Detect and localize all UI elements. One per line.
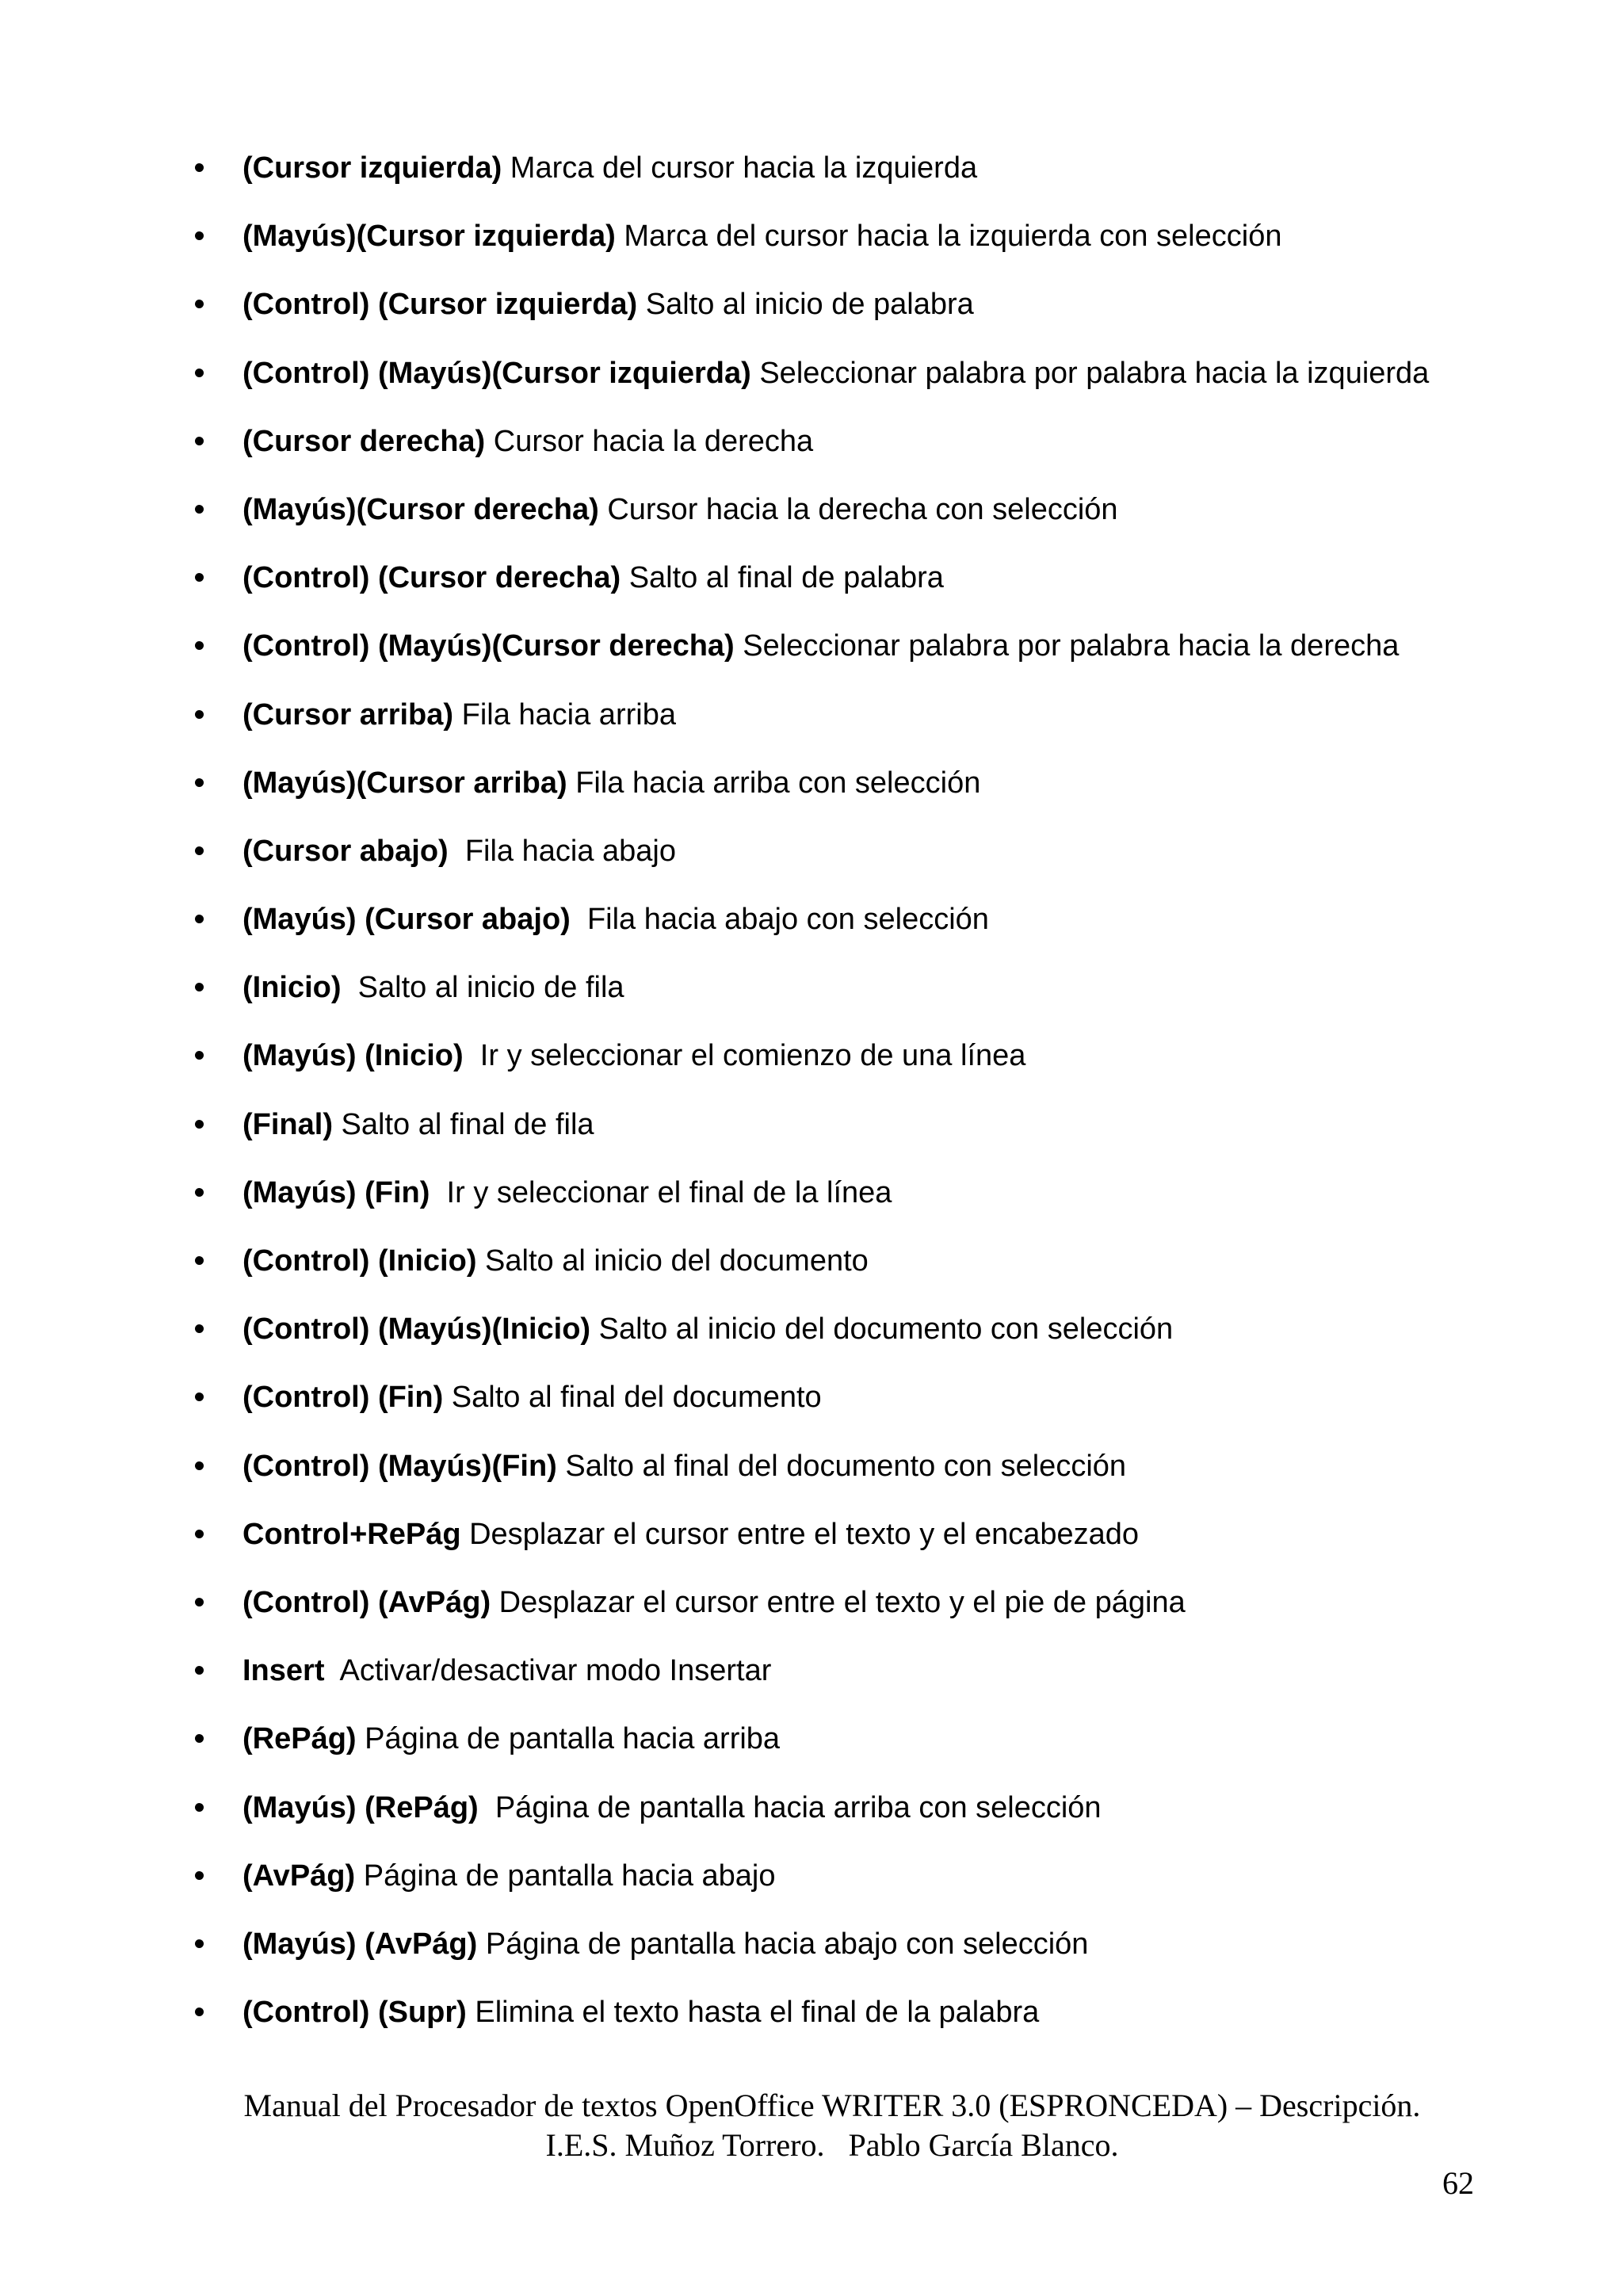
list-item — [195, 281, 1503, 349]
shortcut-key: (Mayús)(Cursor derecha) — [242, 492, 599, 526]
list-item — [195, 1373, 1503, 1442]
list-item — [195, 1032, 1503, 1100]
list-item — [195, 1305, 1503, 1373]
list-item — [195, 1579, 1503, 1647]
shortcut-key: (Mayús) (AvPág) — [242, 1927, 478, 1961]
bullet-icon — [195, 983, 204, 991]
shortcut-description: Fila hacia abajo — [448, 834, 676, 868]
list-item — [195, 1442, 1503, 1511]
list-item — [195, 896, 1503, 964]
shortcut-key: (Cursor izquierda) — [242, 151, 502, 185]
list-item — [195, 1237, 1503, 1305]
bullet-icon — [195, 505, 204, 514]
list-item — [195, 486, 1503, 554]
shortcut-key: (Control) (Cursor izquierda) — [242, 288, 638, 322]
bullet-icon — [195, 915, 204, 923]
shortcut-key: (Final) — [242, 1107, 333, 1141]
bullet-icon — [195, 1939, 204, 1948]
shortcut-list — [195, 144, 1503, 2057]
shortcut-description: Salto al final de palabra — [621, 561, 944, 595]
shortcut-key: (Control) (Supr) — [242, 1996, 467, 2030]
shortcut-description: Desplazar el cursor entre el texto y el pie de página — [491, 1585, 1186, 1619]
bullet-icon — [195, 846, 204, 855]
list-item — [195, 212, 1503, 281]
shortcut-key: (AvPág) — [242, 1859, 356, 1893]
shortcut-description: Seleccionar palabra por palabra hacia la izquierda — [750, 356, 1430, 390]
bullet-icon — [195, 437, 204, 445]
bullet-icon — [195, 1734, 204, 1743]
shortcut-description: Salto al final de fila — [332, 1107, 594, 1141]
bullet-icon — [195, 1461, 204, 1470]
bullet-icon — [195, 163, 204, 172]
bullet-icon — [195, 641, 204, 650]
list-item — [195, 1647, 1503, 1715]
list-item — [195, 759, 1503, 827]
list-item — [195, 144, 1503, 212]
bullet-icon — [195, 1188, 204, 1197]
shortcut-description: Salto al inicio de palabra — [637, 288, 974, 322]
shortcut-key: (RePág) — [242, 1722, 357, 1756]
shortcut-description: Página de pantalla hacia abajo con selección — [477, 1927, 1089, 1961]
bullet-icon — [195, 1871, 204, 1880]
shortcut-key: (Mayús)(Cursor izquierda) — [242, 220, 616, 254]
list-item — [195, 1101, 1503, 1169]
bullet-icon — [195, 778, 204, 787]
shortcut-key: (Mayús) (Fin) — [242, 1175, 430, 1209]
shortcut-description: Salto al inicio de fila — [341, 971, 624, 1005]
list-item — [195, 1169, 1503, 1237]
shortcut-description: Página de pantalla hacia abajo — [355, 1859, 776, 1893]
shortcut-description: Marca del cursor hacia la izquierda — [502, 151, 978, 185]
shortcut-description: Desplazar el cursor entre el texto y el encabezado — [460, 1517, 1140, 1551]
shortcut-key: (Mayús) (RePág) — [242, 1790, 479, 1824]
shortcut-key: (Control) (Mayús)(Cursor izquierda) — [242, 356, 751, 390]
bullet-icon — [195, 1666, 204, 1675]
list-item — [195, 964, 1503, 1032]
shortcut-key: (Cursor arriba) — [242, 697, 454, 732]
shortcut-description: Salto al inicio del documento con selección — [590, 1312, 1174, 1347]
list-item — [195, 554, 1503, 622]
shortcut-description: Ir y seleccionar el final de la línea — [430, 1175, 892, 1209]
bullet-icon — [195, 1051, 204, 1060]
bullet-icon — [195, 300, 204, 308]
shortcut-description: Cursor hacia la derecha con selección — [598, 492, 1118, 526]
shortcut-description: Cursor hacia la derecha — [485, 424, 814, 458]
shortcut-key: Insert — [242, 1654, 325, 1688]
list-item — [195, 1852, 1503, 1920]
page-number: 62 — [1442, 2165, 1474, 2201]
shortcut-description: Activar/desactivar modo Insertar — [324, 1654, 772, 1688]
footer-author: I.E.S. Muñoz Torrero. Pablo García Blanco. — [545, 2127, 1119, 2163]
shortcut-key: (Cursor abajo) — [242, 834, 449, 868]
shortcut-key: (Control) (AvPág) — [242, 1585, 491, 1619]
list-item — [195, 1715, 1503, 1783]
bullet-icon — [195, 2008, 204, 2016]
shortcut-key: (Control) (Inicio) — [242, 1244, 477, 1278]
list-item — [195, 1511, 1503, 1579]
shortcut-description: Página de pantalla hacia arriba con selección — [478, 1790, 1102, 1824]
bullet-icon — [195, 1256, 204, 1265]
list-item — [195, 418, 1503, 486]
shortcut-description: Salto al inicio del documento — [476, 1244, 869, 1278]
bullet-icon — [195, 710, 204, 719]
list-item — [195, 1988, 1503, 2057]
shortcut-description: Página de pantalla hacia arriba — [356, 1722, 781, 1756]
shortcut-description: Fila hacia abajo con selección — [570, 903, 989, 937]
shortcut-key: (Control) (Fin) — [242, 1381, 444, 1415]
shortcut-key: (Control) (Cursor derecha) — [242, 561, 621, 595]
shortcut-description: Fila hacia arriba con selección — [567, 766, 981, 800]
shortcut-key: (Cursor derecha) — [242, 424, 486, 458]
list-item — [195, 827, 1503, 896]
shortcut-key: (Inicio) — [242, 971, 342, 1005]
bullet-icon — [195, 1803, 204, 1812]
shortcut-description: Salto al final del documento con selección — [556, 1449, 1127, 1483]
shortcut-key: (Mayús) (Cursor abajo) — [242, 903, 571, 937]
shortcut-key: (Mayús)(Cursor arriba) — [242, 766, 567, 800]
bullet-icon — [195, 573, 204, 582]
shortcut-key: (Control) (Mayús)(Inicio) — [242, 1312, 591, 1347]
shortcut-key: (Control) (Mayús)(Fin) — [242, 1449, 557, 1483]
shortcut-description: Seleccionar palabra por palabra hacia la derecha — [734, 629, 1400, 663]
shortcut-description: Elimina el texto hasta el final de la palabra — [466, 1996, 1040, 2030]
bullet-icon — [195, 1324, 204, 1333]
list-item — [195, 691, 1503, 759]
list-item — [195, 350, 1503, 418]
shortcut-key: Control+RePág — [242, 1517, 461, 1551]
bullet-icon — [195, 1530, 204, 1538]
shortcut-description: Salto al final del documento — [443, 1381, 822, 1415]
page-footer — [158, 2086, 1506, 2165]
list-item — [195, 1920, 1503, 1988]
bullet-icon — [195, 1120, 204, 1129]
footer-title: Manual del Procesador de textos OpenOffice WRITER 3.0 (ESPRONCEDA) – Descripción. — [243, 2088, 1421, 2123]
bullet-icon — [195, 1392, 204, 1401]
shortcut-description: Fila hacia arriba — [453, 697, 676, 732]
bullet-icon — [195, 1598, 204, 1606]
shortcut-description: Ir y seleccionar el comienzo de una línea — [463, 1039, 1026, 1073]
shortcut-key: (Mayús) (Inicio) — [242, 1039, 464, 1073]
bullet-icon — [195, 231, 204, 240]
shortcut-key: (Control) (Mayús)(Cursor derecha) — [242, 629, 735, 663]
list-item — [195, 1784, 1503, 1852]
shortcut-description: Marca del cursor hacia la izquierda con selección — [615, 220, 1282, 254]
bullet-icon — [195, 369, 204, 377]
list-item — [195, 622, 1503, 690]
